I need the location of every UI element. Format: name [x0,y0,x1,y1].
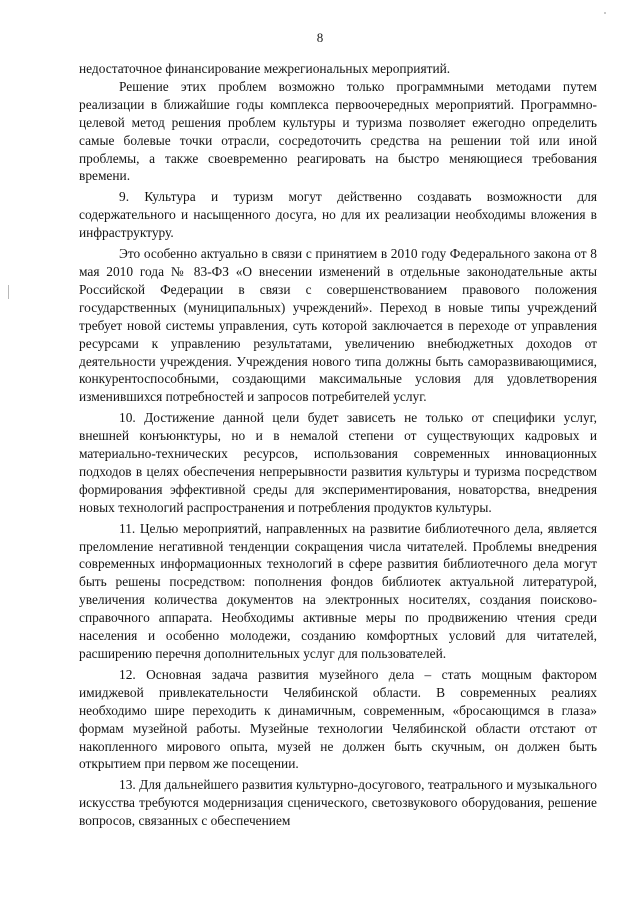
paragraph: Решение этих проблем возможно только программными методами путем реализации в ближайшие годы комплекса первоочередных мероприятий. Программно-целевой метод решения проблем культуры и туризма позволяет ежегодно определить самые болевые точки отрасли, сосредоточить средства на решении той или иной проблемы, а также своевременно реагировать на быстро меняющиеся требования времени. [79,78,597,184]
document-body [79,60,597,830]
paragraph-continuation: недостаточное финансирование межрегиональных мероприятий. [79,61,451,76]
page-number: 8 [316,30,324,45]
paragraph-item-12: 12. Основная задача развития музейного дела – стать мощным фактором имиджевой привлекательности Челябинской области. В современных реалиях необходимо шире переходить к динамичным, современным, «бросающимся в глаза» формам музейной работы. Музейные технологии Челябинской области отстают от накопленного мирового опыта, музей не должен быть скучным, он должен быть открытием при первом же посещении. [79,666,597,772]
scan-artifact [8,285,9,299]
scan-artifact [604,12,606,14]
paragraph-item-9: 9. Культура и туризм могут действенно создавать возможности для содержательного и насыщенного досуга, но для их реализации необходимы вложения в инфраструктуру. [79,189,597,241]
paragraph-item-10: 10. Достижение данной цели будет зависеть не только от специфики услуг, внешней конъюнктуры, но и в немалой степени от существующих кадровых и материально-технических ресурсов, использования современных инновационных подходов в целях обеспечения непрерывности развития культуры и туризма посредством формирования эффективной среды для экспериментирования, новаторства, внедрения новых технологий распространения и потребления продуктов культуры. [79,410,597,515]
paragraph-item-11: 11. Целью мероприятий, направленных на развитие библиотечного дела, является преломление негативной тенденции сокращения числа читателей. Проблемы внедрения современных информационных технологий в сфере развития библиотечного дела могут быть решены посредством: пополнения фондов библиотек актуальной литературой, увеличения количества документов на электронных носителях, создания поисково-справочного аппарата. Необходимы активные меры по продвижению чтения среди населения и особенно молодежи, созданию комфортных условий для читателей, расширению перечня дополнительных услуг для пользователей. [79,520,597,661]
paragraph-item-13: 13. Для дальнейшего развития культурно-досугового, театрального и музыкального искусства требуются модернизация сценического, светозвукового оборудования, решение вопросов, связанных с обеспечением [79,777,597,829]
paragraph: Это особенно актуально в связи с принятием в 2010 году Федерального закона от 8 мая 2010 года № 83-ФЗ «О внесении изменений в отдельные законодательные акты Российской Федерации в связи с совершенствованием правового положения государственных (муниципальных) учреждений». Переход в новые типы учреждений требует новой системы управления, суть которой заключается в переходе от управления ресурсами к управлению результатами, увеличению внебюджетных доходов от деятельности учреждения. Учреждения нового типа должны быть саморазвивающимися, конкурентоспособными, создающими максимальные условия для удовлетворения изменившихся потребностей и запросов потребителей услуг. [79,246,597,405]
